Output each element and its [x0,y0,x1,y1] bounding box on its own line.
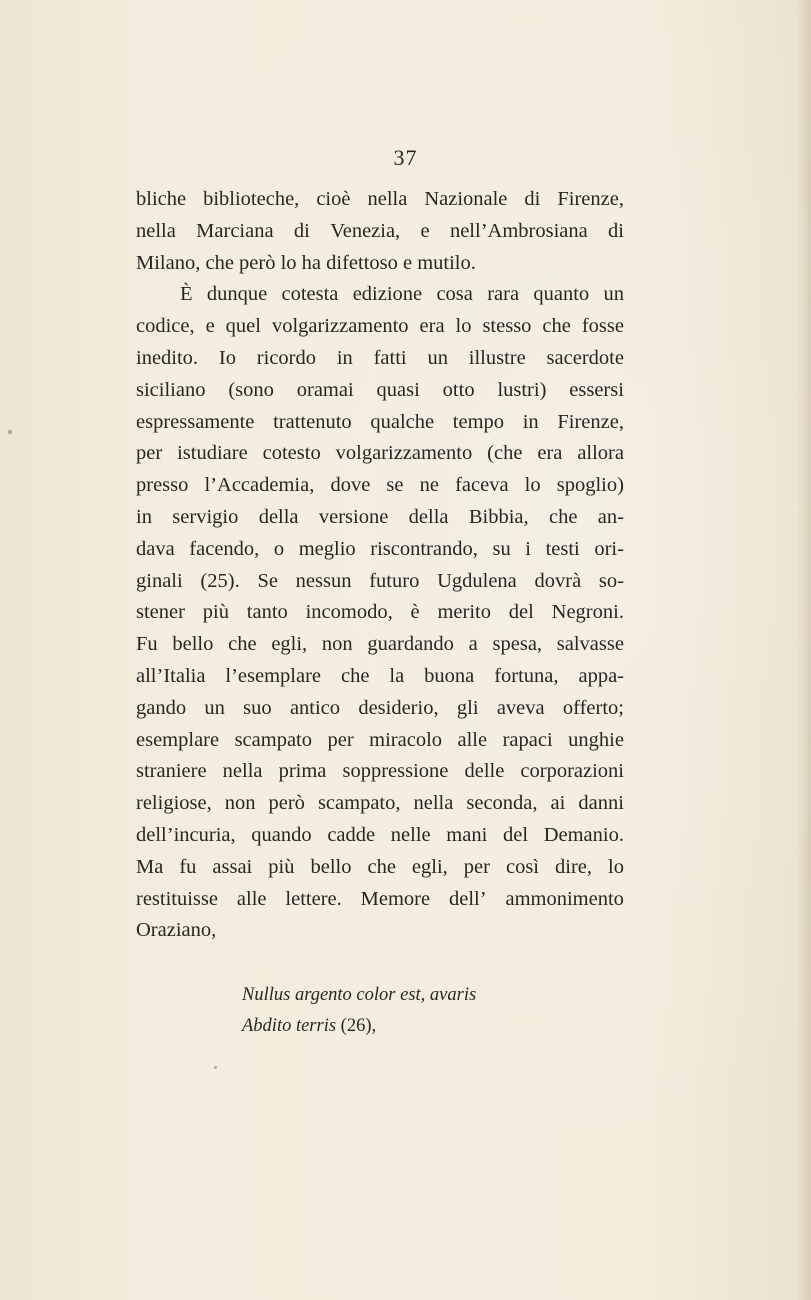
text-line: straniere nella prima soppressione delle corporazioni [136,760,624,783]
text-line: ginali (25). Se nessun futuro Ugdulena dovrà so- [136,569,624,592]
text-line: espressamente trattenuto qualche tempo in Firenze, [136,410,624,433]
page-number: 37 [393,145,418,170]
body-paragraphs [136,184,624,947]
text-line: gando un suo antico desiderio, gli aveva offerto; [136,696,624,719]
text-line: siciliano (sono oramai quasi otto lustri) essersi [136,378,624,401]
text-line: dava facendo, o meglio riscontrando, su i testi ori- [136,537,624,560]
text-line: presso l’Accademia, dove se ne faceva lo spoglio) [136,474,624,497]
paper-speck [214,1066,217,1069]
page-edge-shadow [797,0,811,1300]
verse-line-2-italic: Abdito terris [242,1016,337,1036]
text-line: all’Italia l’esemplare che la buona fortuna, appa- [136,664,624,687]
text-line: per istudiare cotesto volgarizzamento (che era allora [136,442,624,465]
text-line: religiose, non però scampato, nella seconda, ai danni [136,792,624,815]
text-line: inedito. Io ricordo in fatti un illustre sacerdote [136,346,624,369]
paper-speck [8,430,12,434]
text-line: esemplare scampato per miracolo alle rapaci unghie [136,728,624,751]
text-line: Ma fu assai più bello che egli, per così dire, lo [136,855,624,878]
text-line: Oraziano, [136,919,217,942]
text-line: È dunque cotesta edizione cosa rara quanto un [180,283,624,306]
verse-quotation [242,980,476,1042]
text-line: restituisse alle lettere. Memore dell’ ammonimento [136,887,624,910]
text-line: Milano, che però lo ha difettoso e mutilo. [136,251,476,274]
text-line: codice, e quel volgarizzamento era lo stesso che fosse [136,315,624,338]
text-line: nella Marciana di Venezia, e nell’Ambrosiana di [136,219,624,242]
text-line: bliche biblioteche, cioè nella Nazionale di Firenze, [136,188,624,210]
footnote-reference: (26), [336,1016,377,1036]
text-line: Fu bello che egli, non guardando a spesa, salvasse [136,633,624,656]
verse-line-2 [242,1011,476,1042]
text-line: in servigio della versione della Bibbia, che an- [136,505,624,528]
verse-line-1: Nullus argento color est, avaris [242,985,477,1005]
text-line: dell’incuria, quando cadde nelle mani del Demanio. [136,823,624,846]
text-line: stener più tanto incomodo, è merito del Negroni. [136,601,624,624]
